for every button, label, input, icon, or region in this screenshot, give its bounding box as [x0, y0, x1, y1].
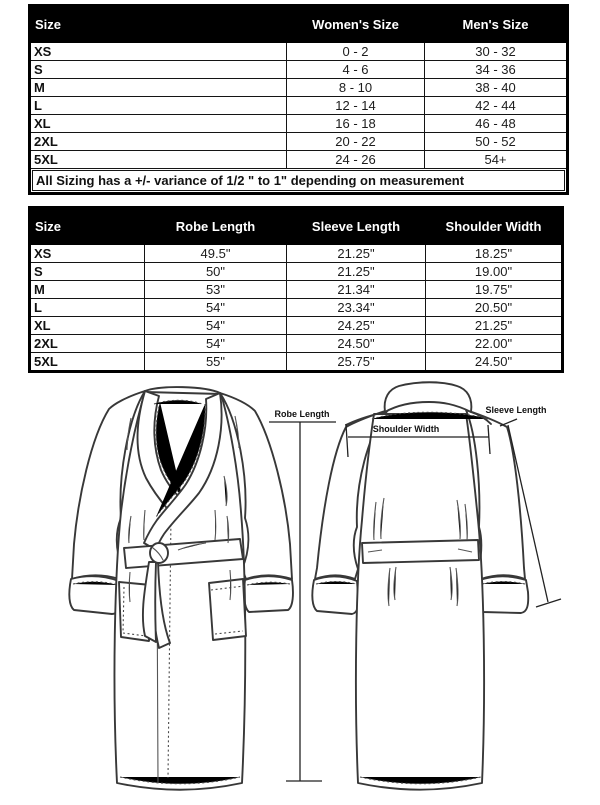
table-row — [30, 263, 563, 281]
sleeve-length-tick — [536, 599, 561, 607]
table-row — [30, 353, 563, 372]
measurement-chart-table — [28, 206, 564, 373]
sleeve-length-cell: 25.75" — [287, 353, 426, 372]
womens-size-cell: 16 - 18 — [287, 115, 425, 133]
table-row — [30, 115, 568, 133]
mens-size-cell: 42 - 44 — [425, 97, 568, 115]
size-cell: 2XL — [30, 133, 287, 151]
womens-size-cell: 24 - 26 — [287, 151, 425, 169]
table-row — [30, 151, 568, 169]
table-row — [30, 335, 563, 353]
size-cell: M — [30, 281, 145, 299]
mens-size-cell: 54+ — [425, 151, 568, 169]
sleeve-length-cell: 21.25" — [287, 245, 426, 263]
measurement-col-size: Size — [30, 208, 145, 245]
mens-size-cell: 34 - 36 — [425, 61, 568, 79]
size-cell: XS — [30, 245, 145, 263]
table-row — [30, 245, 563, 263]
shoulder-width-label: Shoulder Width — [372, 424, 440, 434]
sleeve-length-cell: 21.25" — [287, 263, 426, 281]
shoulder-width-cell: 20.50" — [426, 299, 563, 317]
robe-length-cell: 50" — [145, 263, 287, 281]
table-row — [30, 317, 563, 335]
table-row — [30, 299, 563, 317]
robe-back-sketch — [312, 382, 528, 790]
mens-size-cell: 30 - 32 — [425, 43, 568, 61]
table-row — [30, 281, 563, 299]
size-chart-col-size: Size — [30, 6, 287, 43]
measurement-col-robe-length: Robe Length — [145, 208, 287, 245]
robe-length-cell: 55" — [145, 353, 287, 372]
sleeve-length-cell: 24.50" — [287, 335, 426, 353]
size-chart-header-row — [30, 6, 568, 43]
robe-length-cell: 54" — [145, 299, 287, 317]
mens-size-cell: 38 - 40 — [425, 79, 568, 97]
size-cell: 2XL — [30, 335, 145, 353]
size-chart-table — [28, 4, 569, 195]
mens-size-cell: 46 - 48 — [425, 115, 568, 133]
table-row — [30, 61, 568, 79]
womens-size-cell: 4 - 6 — [287, 61, 425, 79]
womens-size-cell: 12 - 14 — [287, 97, 425, 115]
womens-size-cell: 8 - 10 — [287, 79, 425, 97]
size-chart-col-mens: Men's Size — [425, 6, 568, 43]
variance-note-row — [30, 169, 568, 194]
size-cell: XS — [30, 43, 287, 61]
table-row — [30, 97, 568, 115]
shoulder-width-cell: 18.25" — [426, 245, 563, 263]
shoulder-width-cell: 24.50" — [426, 353, 563, 372]
robe-length-label: Robe Length — [274, 409, 330, 419]
robe-front-sketch — [69, 387, 293, 790]
womens-size-cell: 0 - 2 — [287, 43, 425, 61]
size-chart-col-womens: Women's Size — [287, 6, 425, 43]
size-cell: M — [30, 79, 287, 97]
measurement-col-sleeve-length: Sleeve Length — [287, 208, 426, 245]
robe-length-cell: 54" — [145, 335, 287, 353]
size-cell: L — [30, 299, 145, 317]
size-cell: XL — [30, 317, 145, 335]
size-cell: S — [30, 263, 145, 281]
measurement-chart-header-row — [30, 208, 563, 245]
table-row — [30, 79, 568, 97]
variance-note: All Sizing has a +/- variance of 1/2 " to 1" depending on measurement — [32, 170, 565, 191]
shoulder-width-cell: 22.00" — [426, 335, 563, 353]
sleeve-length-cell: 21.34" — [287, 281, 426, 299]
robe-length-cell: 53" — [145, 281, 287, 299]
measurement-col-shoulder-width: Shoulder Width — [426, 208, 563, 245]
sleeve-length-label: Sleeve Length — [485, 405, 547, 415]
size-cell: S — [30, 61, 287, 79]
shoulder-width-cell: 19.75" — [426, 281, 563, 299]
sleeve-length-cell: 23.34" — [287, 299, 426, 317]
robe-diagram — [0, 380, 600, 800]
shoulder-width-cell: 21.25" — [426, 317, 563, 335]
womens-size-cell: 20 - 22 — [287, 133, 425, 151]
size-cell: XL — [30, 115, 287, 133]
table-row — [30, 43, 568, 61]
mens-size-cell: 50 - 52 — [425, 133, 568, 151]
size-cell: 5XL — [30, 151, 287, 169]
sleeve-length-cell: 24.25" — [287, 317, 426, 335]
shoulder-width-cell: 19.00" — [426, 263, 563, 281]
table-row — [30, 133, 568, 151]
robe-length-cell: 54" — [145, 317, 287, 335]
size-cell: L — [30, 97, 287, 115]
size-cell: 5XL — [30, 353, 145, 372]
robe-length-cell: 49.5" — [145, 245, 287, 263]
